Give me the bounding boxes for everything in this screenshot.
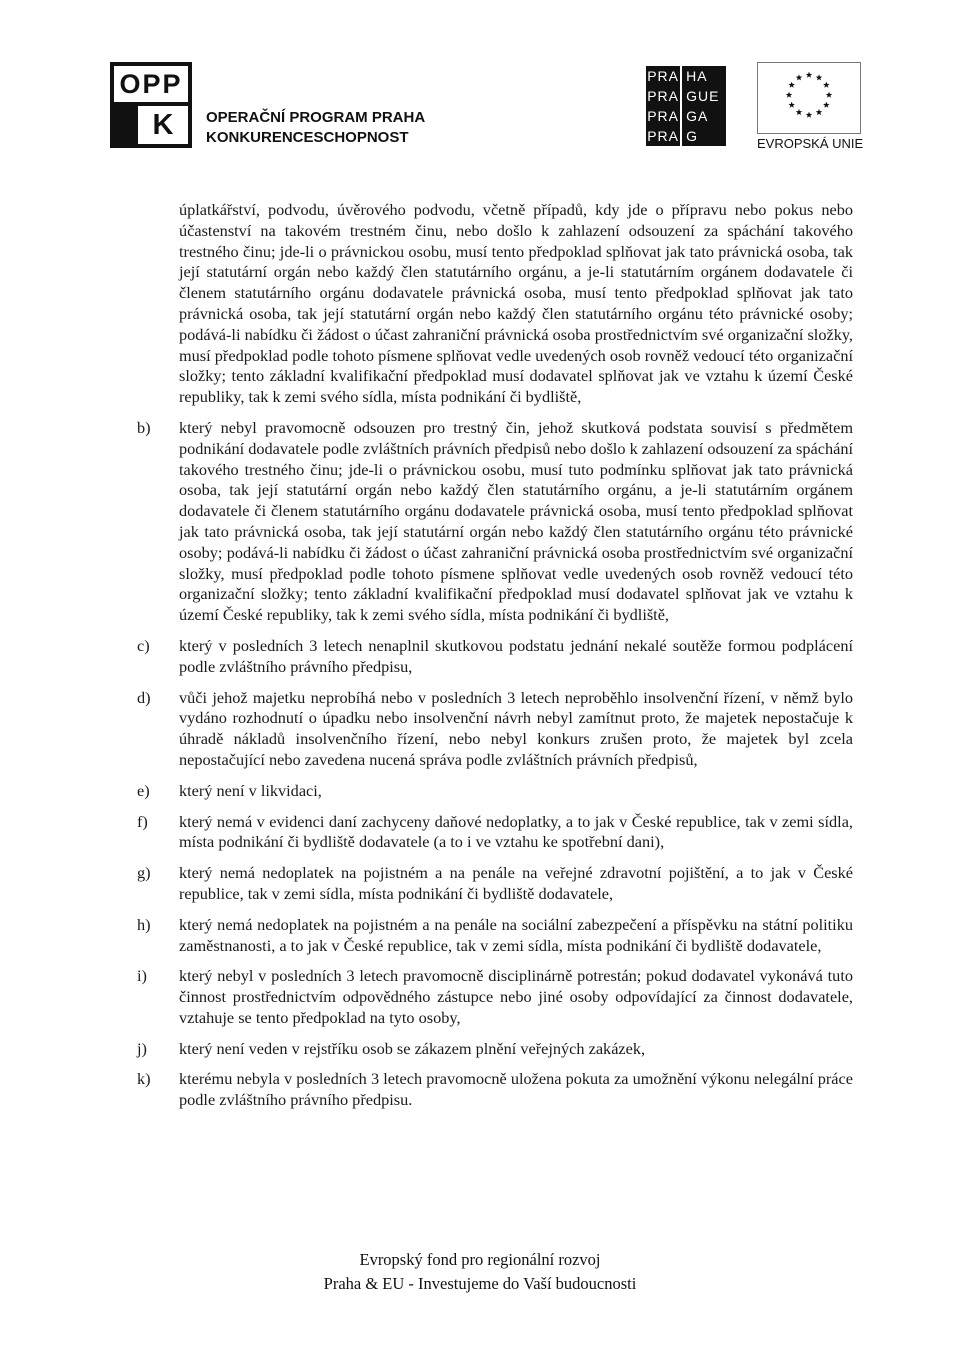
eu-star-icon [826, 92, 832, 98]
intro-paragraph: úplatkářství, podvodu, úvěrového podvodu, včetně případů, kdy jde o přípravu nebo pokus nebo účastenství na takovém trestném činu, nebo došlo k zahlazení odsouzení za spáchání takového trestného činu; jde-li o právnickou osobu, musí tento předpoklad splňovat jak tato právnická osoba, tak její statutární orgán nebo každý člen statutárního orgánu, a je-li statutárním orgánem dodavatele či členem statutárního orgánu dodavatele právnická osoba, musí tento předpoklad splňovat jak tato právnická osoba, tak její statutární orgán nebo každý člen statutárního orgánu této právnické osoby; podává-li nabídku či žádost o účast zahraniční právnická osoba prostřednictvím své organizační složky, musí předpoklad podle tohoto písmene splňovat vedle uvedených osob rovněž vedoucí této organizační složky; tento základní kvalifikační předpoklad musí dodavatel splňovat jak ve vztahu k území České republiky, tak k zemi svého sídla, místa podnikání či bydliště, [179, 200, 853, 407]
list-item [137, 1039, 853, 1060]
program-name-line2: KONKURENCESCHOPNOST [206, 129, 409, 146]
opp-logo-top-text: OPP [114, 66, 188, 102]
eu-star-icon [788, 102, 794, 108]
list-item-text: který nemá v evidenci daní zachyceny daňové nedoplatky, a to jak v České republice, tak v zemi sídla, místa podnikání či bydliště dodavatele (a to i ve vztahu ke spotřební dani), [179, 811, 853, 852]
list-item [137, 812, 853, 854]
eu-star-icon [796, 109, 802, 115]
eu-star-icon [788, 82, 794, 88]
list-item-text: který nemá nedoplatek na pojistném a na penále na veřejné zdravotní pojištění, a to jak v České republice, tak v zemi sídla, místa podnikání či bydliště dodavatele, [179, 863, 853, 903]
list-item-label: b) [137, 417, 151, 437]
list-item-label: d) [137, 687, 151, 707]
prague-logo [646, 66, 726, 146]
list-item [137, 688, 853, 771]
prague-logo-row [646, 126, 726, 146]
list-item-text: který nemá nedoplatek na pojistném a na penále na sociální zabezpečení a příspěvku na státní politiku zaměstnanosti, a to jak v České republice, tak v zemi sídla, místa podnikání či bydliště dodavatele, [179, 914, 853, 955]
prague-logo-left: PRA [647, 128, 679, 144]
prague-logo-right: HA [686, 68, 708, 84]
eu-flag-icon [757, 62, 861, 134]
eu-star-icon [796, 74, 802, 80]
list-item-label: c) [137, 635, 150, 655]
list-item [137, 418, 853, 626]
opp-logo [110, 62, 192, 148]
prague-logo-row [646, 86, 726, 106]
list-item-text: který nebyl v posledních 3 letech pravomocně disciplinárně potrestán; pokud dodavatel vykonává tuto činnost prostřednictvím odpovědného zástupce nebo jiné osoby odpovídající za činnost dodavatele, vztahuje se tento předpoklad na tyto osoby, [179, 966, 853, 1027]
list-item [137, 1069, 853, 1111]
prague-logo-right: GUE [686, 88, 720, 104]
document-body [137, 200, 853, 1121]
program-name-line1: OPERAČNÍ PROGRAM PRAHA [206, 109, 426, 126]
prague-logo-left: PRA [647, 88, 679, 104]
list-item-label: j) [137, 1038, 147, 1058]
prague-logo-row [646, 106, 726, 126]
list-item-text: který nebyl pravomocně odsouzen pro trestný čin, jehož skutková podstata souvisí s předmětem podnikání dodavatele podle zvláštních právních předpisů nebo došlo k zahlazení odsouzení za spáchání takového trestného činu; jde-li o právnickou osobu, musí tuto podmínku splňovat jak tato právnická osoba, tak její statutární orgán nebo každý člen statutárního orgánu, a je-li statutárním orgánem dodavatele či členem statutárního orgánu dodavatele právnická osoba, musí tento předpoklad splňovat jak tato právnická osoba, tak její statutární orgán nebo každý člen statutárního orgánu této právnické osoby; podává-li nabídku či žádost o účast zahraniční právnická osoba prostřednictvím své organizační složky, musí předpoklad podle tohoto písmene splňovat vedle uvedených osob rovněž vedoucí této organizační složky; tento základní kvalifikační předpoklad musí dodavatel splňovat jak ve vztahu k území České republiky, tak k zemi svého sídla, místa podnikání či bydliště, [179, 417, 853, 625]
list-item [137, 863, 853, 905]
prague-logo-right: GA [686, 108, 709, 124]
eu-star-icon [816, 109, 822, 115]
opp-logo-letter: K [138, 106, 188, 144]
eu-star-icon [823, 82, 829, 88]
list-item [137, 636, 853, 678]
prague-logo-row [646, 66, 726, 86]
eu-star-icon [806, 112, 812, 118]
prague-logo-left: PRA [647, 108, 679, 124]
eu-star-icon [786, 92, 792, 98]
list-item-label: i) [137, 966, 147, 986]
list-item [137, 915, 853, 957]
list-item-label: f) [137, 811, 148, 831]
list-item-text: kterému nebyla v posledních 3 letech pravomocně uložena pokuta za umožnění výkonu nelegální práce podle zvláštního právního předpisu. [179, 1069, 853, 1110]
footer-line2: Praha & EU - Investujeme do Vaší budoucnosti [323, 1274, 637, 1293]
list-item-text: který není v likvidaci, [179, 780, 322, 800]
list-item-label: g) [137, 863, 151, 883]
list-item-text: který není veden v rejstříku osob se zákazem plnění veřejných zakázek, [179, 1038, 646, 1058]
criteria-list [137, 418, 853, 1111]
list-item [137, 966, 853, 1028]
eu-star-icon [823, 102, 829, 108]
list-item-label: h) [137, 914, 151, 934]
list-item-text: který v posledních 3 letech nenaplnil skutkovou podstatu jednání nekalé soutěže formou podplácení podle zvláštního právního předpisu, [179, 635, 853, 676]
program-name [206, 108, 425, 148]
list-item-label: e) [137, 780, 150, 800]
footer [0, 1248, 960, 1296]
eu-star-icon [816, 74, 822, 80]
prague-logo-right: G [686, 128, 698, 144]
eu-label: EVROPSKÁ UNIE [757, 136, 864, 151]
eu-star-icon [806, 72, 812, 78]
footer-line1: Evropský fond pro regionální rozvoj [359, 1250, 601, 1269]
prague-logo-left: PRA [647, 68, 679, 84]
list-item-text: vůči jehož majetku neprobíhá nebo v posledních 3 letech neproběhlo insolvenční řízení, v němž bylo vydáno rozhodnutí o úpadku nebo insolvenční návrh nebyl zamítnut proto, že majetek nepostačuje k úhradě nákladů insolvenčního řízení, nebo nebyl konkurs zrušen proto, že majetek byl zcela nepostačující nebo zavedena nucená správa podle zvláštních právních předpisů, [179, 687, 853, 769]
list-item [137, 781, 853, 802]
list-item-label: k) [137, 1069, 151, 1089]
